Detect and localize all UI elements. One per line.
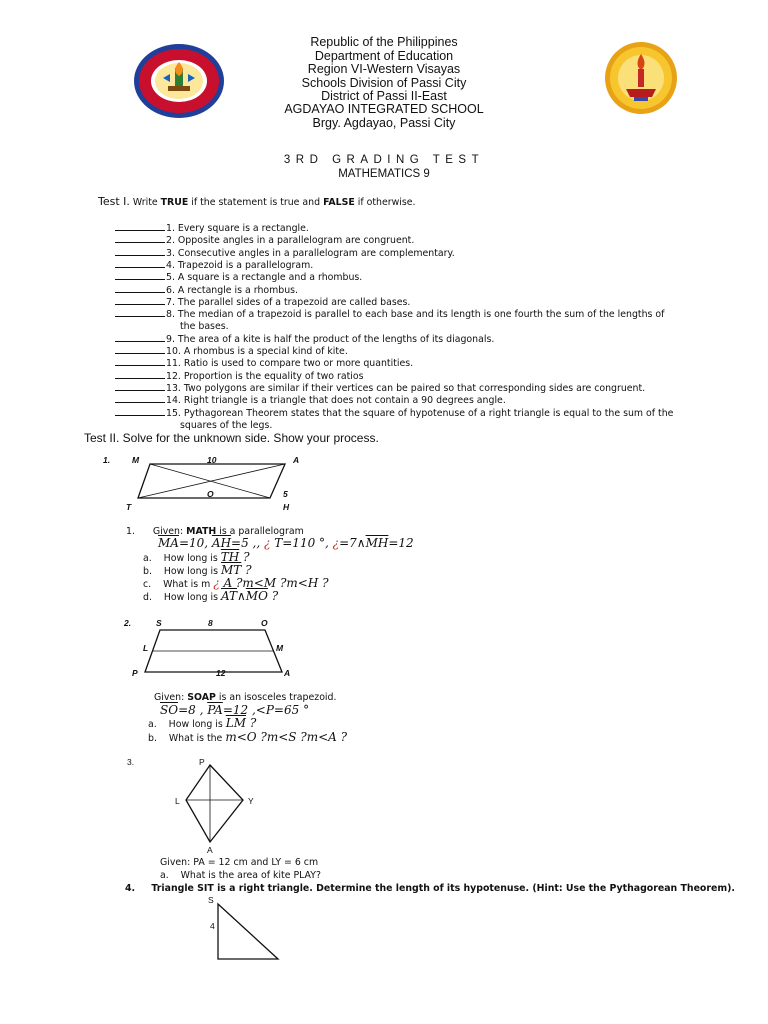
test1-item-text: 7. The parallel sides of a trapezoid are called bases. xyxy=(166,296,411,308)
p4-question xyxy=(125,882,735,895)
q-expr: A ?m<M ?m<H ? xyxy=(219,576,329,590)
seg-ah: $\overline{AH}$ xyxy=(211,536,232,550)
angle-symbol-3: ¿ xyxy=(213,576,220,590)
p2-given-bold: SOAP xyxy=(187,692,216,703)
seg-mh: $\overline{MH}$ xyxy=(365,536,389,550)
seg-lm: $\overline{LM}$ xyxy=(225,716,247,730)
parallelogram-math-figure xyxy=(120,450,320,520)
angle-symbol-2: ¿ xyxy=(332,536,340,550)
test1-item-text: 13. Two polygons are similar if their vertices can be paired so that corresponding sides are congruent. xyxy=(166,382,646,394)
answer-blank[interactable] xyxy=(115,233,165,243)
p3-label-y: Y xyxy=(248,796,254,806)
answer-blank[interactable] xyxy=(115,369,165,379)
test1-item-text: 12. Proportion is the equality of two ratios xyxy=(166,370,364,382)
subject-title: MATHEMATICS 9 xyxy=(338,168,430,180)
seg-th: $\overline{TH}$ xyxy=(220,550,240,564)
test1-item-text: 9. The area of a kite is half the product of the lengths of its diagonals. xyxy=(166,333,495,345)
answer-blank[interactable] xyxy=(115,246,165,256)
p3-number: 3. xyxy=(127,757,135,767)
p3-given: Given: PA = 12 cm and LY = 6 cm xyxy=(160,857,319,868)
test-title: 3RD GRADING TEST xyxy=(283,154,485,166)
p1-label-10: 10 xyxy=(207,455,217,465)
answer-blank[interactable] xyxy=(115,381,165,391)
test1-item-text: 1. Every square is a rectangle. xyxy=(166,223,309,234)
p2-label-m: M xyxy=(276,643,284,653)
seg-at: $\overline{AT}$ xyxy=(220,589,237,603)
p2-label-o: O xyxy=(261,618,268,628)
p4-text: Triangle SIT is a right triangle. Determine the length of its hypotenuse. (Hint: Use the Pythagorean Theorem). xyxy=(151,883,735,894)
p1-label-a: A xyxy=(293,455,300,465)
test1-item xyxy=(115,307,715,334)
test1-item-text: 6. A rectangle is a rhombus. xyxy=(166,284,299,296)
p2-number: 2. xyxy=(124,618,132,628)
q-end: ? xyxy=(246,716,257,730)
eq-so-value: =8 , xyxy=(178,703,208,717)
test1-item-text: 14. Right triangle is a triangle that does not contain a 90 degrees angle. xyxy=(166,395,506,407)
eq-mh-value: =12 xyxy=(388,536,414,550)
answer-blank[interactable] xyxy=(115,332,165,342)
p2-question-a xyxy=(148,717,256,731)
test1-item-continuation: squares of the legs. xyxy=(180,419,273,431)
test1-item-text: 4. Trapezoid is a parallelogram. xyxy=(166,259,314,271)
p2-given-rest: is an isosceles trapezoid. xyxy=(215,692,337,703)
p2-label-8: 8 xyxy=(208,618,213,628)
test1-item-text: 11. Ratio is used to compare two or more quantities. xyxy=(166,358,414,370)
header-line-4: Schools Division of Passi City xyxy=(301,76,467,90)
test1-instructions xyxy=(98,195,416,208)
seg-ma: $\overline{MA}$ xyxy=(158,536,179,550)
p1-given-rest: is a parallelogram xyxy=(216,526,304,537)
p1-given-number: 1. xyxy=(126,526,135,537)
test2-title: Test II. Solve for the unknown side. Show your process. xyxy=(84,431,379,445)
test1-instr-false: FALSE xyxy=(323,197,355,208)
test1-item-text: 3. Consecutive angles in a parallelogram are complementary. xyxy=(166,247,455,259)
p1-label-m: M xyxy=(132,455,140,465)
p1-label-o: O xyxy=(207,489,214,499)
p4-label-side: 4 xyxy=(210,921,215,931)
test1-instr-b: if the statement is true and xyxy=(188,197,324,208)
q-text: How long is xyxy=(163,553,221,564)
p1-label-h: H xyxy=(283,502,290,512)
answer-blank[interactable] xyxy=(115,270,165,280)
test1-item-text: 10. A rhombus is a special kind of kite. xyxy=(166,346,348,357)
p2-given-label: Given: xyxy=(154,692,188,703)
q-and: ∧ xyxy=(237,589,246,603)
answer-blank[interactable] xyxy=(115,356,165,366)
p1-given-bold: MATH xyxy=(186,526,217,537)
test1-label: Test I. xyxy=(98,195,130,208)
school-name: AGDAYAO INTEGRATED SCHOOL xyxy=(284,102,484,116)
q-letter: a. xyxy=(143,553,152,564)
q-end: ? xyxy=(267,589,279,603)
q-letter: b. xyxy=(148,733,157,744)
answer-blank[interactable] xyxy=(115,344,165,354)
test1-item-continuation: the bases. xyxy=(180,321,229,333)
q-text: What is the xyxy=(168,733,226,744)
p2-label-l: L xyxy=(143,643,149,653)
q-letter: d. xyxy=(143,592,152,603)
p3-label-l: L xyxy=(175,796,180,806)
test1-instr-c: if otherwise. xyxy=(354,197,416,208)
q-text: What is the area of kite PLAY? xyxy=(180,870,321,881)
test1-item-text: 2. Opposite angles in a parallelogram are congruent. xyxy=(166,235,415,247)
p3-question-a xyxy=(160,869,321,882)
q-text: How long is xyxy=(163,592,221,603)
p3-label-p: P xyxy=(199,757,205,767)
q-letter: a. xyxy=(148,719,157,730)
eq-ah-value: =5 ,, xyxy=(231,536,264,550)
seg-pa: $\overline{PA}$ xyxy=(207,703,223,717)
p3-label-a: A xyxy=(207,845,213,855)
eq-pa-value: =12 ,<P=65 ° xyxy=(222,703,310,717)
p1-given-equation xyxy=(158,536,414,550)
answer-blank[interactable] xyxy=(115,406,165,416)
answer-blank[interactable] xyxy=(115,307,165,317)
answer-blank[interactable] xyxy=(115,295,165,305)
right-triangle-sit-figure xyxy=(212,900,282,962)
p2-given-equation xyxy=(160,703,309,717)
seg-mo: $\overline{MO}$ xyxy=(245,589,268,603)
q-expr: m<O ?m<S ?m<A ? xyxy=(225,730,348,744)
p1-number: 1. xyxy=(103,455,111,465)
q-letter: c. xyxy=(143,579,152,590)
test1-item xyxy=(115,406,715,433)
q-text: What is m xyxy=(163,579,214,590)
school-address: Brgy. Agdayao, Passi City xyxy=(312,116,456,130)
q-letter: b. xyxy=(143,566,152,577)
kite-play-figure xyxy=(180,760,250,850)
p1-question-d xyxy=(143,590,278,604)
p1-label-5: 5 xyxy=(283,489,288,499)
q-end: ? xyxy=(239,550,250,564)
test1-item-text: 15. Pythagorean Theorem states that the square of hypotenuse of a right triangle is equal to the sum of the xyxy=(166,407,674,419)
angle-symbol-1: ¿ xyxy=(264,536,271,550)
header-line-5: District of Passi II-East xyxy=(321,89,447,103)
answer-blank[interactable] xyxy=(115,393,165,403)
eq-t-value: T=110 °, xyxy=(270,536,333,550)
answer-blank[interactable] xyxy=(115,221,165,231)
header-line-3: Region VI-Western Visayas xyxy=(307,62,461,76)
p1-given-label: Given: xyxy=(152,526,187,537)
header-line-2: Department of Education xyxy=(314,49,454,63)
test1-instr-true: TRUE xyxy=(160,197,189,208)
q-text: How long is xyxy=(168,719,226,730)
q-letter: a. xyxy=(160,870,169,881)
seg-so: $\overline{SO}$ xyxy=(160,703,179,717)
q-text: How long is xyxy=(163,566,221,577)
seg-mt: $\overline{MT}$ xyxy=(220,563,242,577)
test1-item-text: 5. A square is a rectangle and a rhombus. xyxy=(166,272,363,284)
header-line-1: Republic of the Philippines xyxy=(310,35,458,49)
p2-label-s: S xyxy=(156,618,162,628)
p4-label-s: S xyxy=(208,895,214,905)
p2-label-12: 12 xyxy=(216,668,226,678)
answer-blank[interactable] xyxy=(115,258,165,268)
p4-number: 4. xyxy=(125,883,136,894)
eq-ma-value: =10, xyxy=(178,536,212,550)
eq-mh-prefix: =7∧ xyxy=(339,536,366,550)
test1-instr-a: Write xyxy=(132,197,161,208)
p2-question-b xyxy=(148,731,347,745)
p1-label-t: T xyxy=(126,502,132,512)
p2-label-a: A xyxy=(284,668,291,678)
q-end: ? xyxy=(241,563,252,577)
answer-blank[interactable] xyxy=(115,283,165,293)
p2-label-p: P xyxy=(132,668,138,678)
test1-item-text: 8. The median of a trapezoid is parallel to each base and its length is one fourth the sum of the lengths of xyxy=(166,309,665,321)
